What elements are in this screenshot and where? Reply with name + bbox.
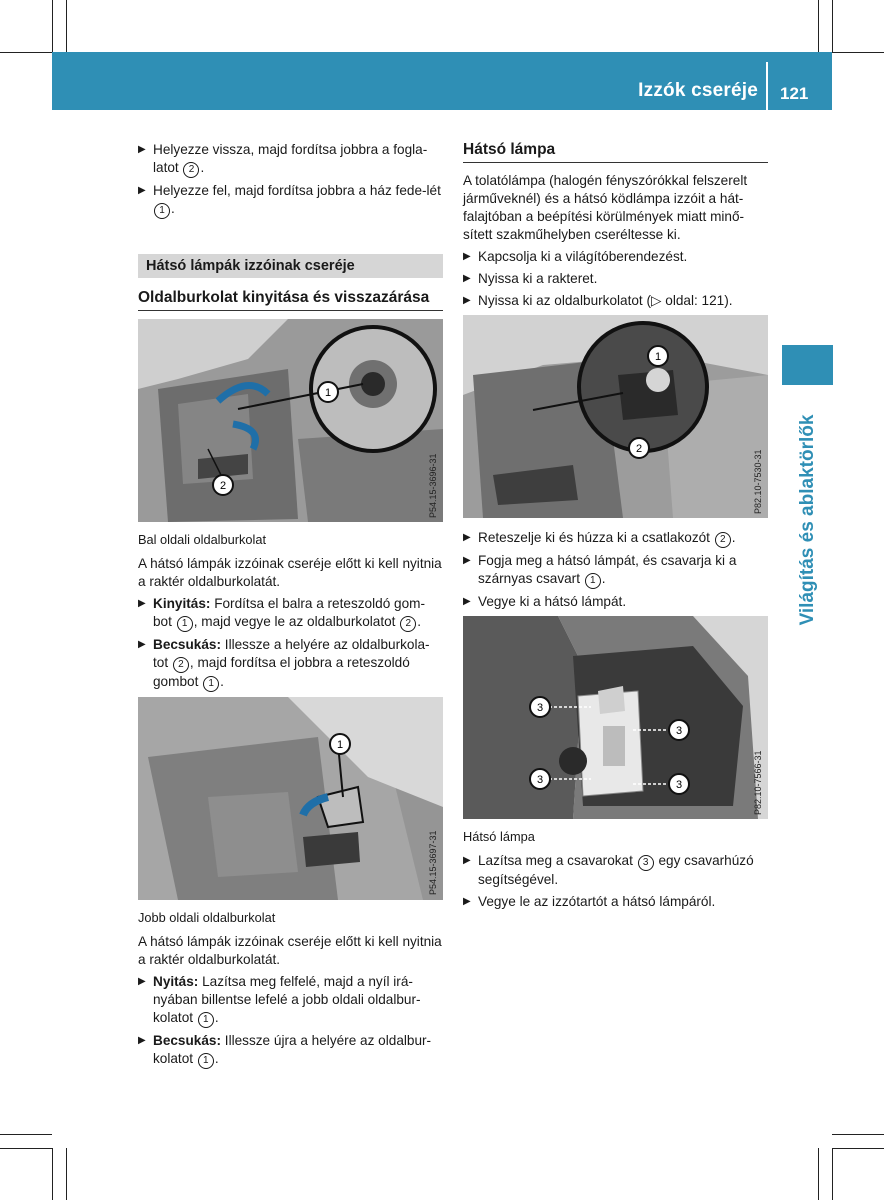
callout-number: 1 bbox=[203, 676, 219, 692]
svg-text:1: 1 bbox=[336, 739, 344, 751]
arrow-icon: ▶ bbox=[463, 251, 471, 262]
crop-mark bbox=[832, 1148, 884, 1149]
subheading: Oldalburkolat kinyitása és visszazárása bbox=[138, 289, 443, 311]
figure-code: P82.10-7566-31 bbox=[753, 750, 763, 815]
list-item: ▶ Kapcsolja ki a világítóberendezést. bbox=[463, 249, 688, 264]
page-reference-icon: ▷ bbox=[651, 293, 662, 308]
svg-text:3: 3 bbox=[675, 725, 683, 737]
arrow-icon: ▶ bbox=[463, 896, 471, 907]
list-item: ▶ Nyitás: Lazítsa meg felfelé, majd a nyíl irá-nyában billentse lefelé a jobb oldali oldalbur-kolatot 1 . bbox=[138, 973, 443, 1028]
callout-number: 2 bbox=[400, 616, 416, 632]
section-title: Hátsó lámpák izzóinak cseréje bbox=[138, 254, 443, 278]
trunk-right-cover-figure bbox=[138, 697, 443, 900]
svg-text:3: 3 bbox=[536, 702, 544, 714]
chapter-tab bbox=[782, 345, 833, 385]
list-item: ▶ Vegye le az izzótartót a hátsó lámpáról. bbox=[463, 894, 716, 909]
svg-text:3: 3 bbox=[675, 779, 683, 791]
arrow-icon: ▶ bbox=[463, 273, 471, 284]
callout-number: 2 bbox=[715, 532, 731, 548]
crop-mark bbox=[52, 0, 53, 52]
paragraph: A hátsó lámpák izzóinak cseréje előtt ki kell nyitnia a raktér oldalburkolatát. bbox=[138, 934, 442, 967]
list-item: ▶ Helyezze fel, majd fordítsa jobbra a ház fede-lét 1 . bbox=[138, 182, 443, 219]
crop-mark bbox=[832, 1148, 833, 1200]
right-steps bbox=[463, 529, 768, 615]
crop-mark bbox=[818, 0, 819, 52]
callout-number: 1 bbox=[198, 1012, 214, 1028]
list-item: ▶ Helyezze vissza, majd fordítsa jobbra a fogla-latot 2 . bbox=[138, 141, 443, 178]
arrow-icon: ▶ bbox=[138, 976, 146, 987]
figure-caption: Bal oldali oldalburkolat bbox=[138, 532, 267, 547]
list-item: ▶ Becsukás: Illessze újra a helyére az oldalbur-kolatot 1 . bbox=[138, 1032, 443, 1069]
figure-code: P54.15-3696-31 bbox=[428, 453, 438, 518]
list-item: ▶ Kinyitás: Fordítsa el balra a reteszoldó gom-bot 1 , majd vegye le az oldalburkolatot 2 . bbox=[138, 595, 443, 632]
arrow-icon: ▶ bbox=[463, 555, 471, 566]
figure-code: P54.15-3697-31 bbox=[428, 830, 438, 895]
tail-lamp-connector-figure bbox=[463, 315, 768, 518]
paragraph: A hátsó lámpák izzóinak cseréje előtt ki kell nyitnia a raktér oldalburkolatát. bbox=[138, 556, 442, 589]
arrow-icon: ▶ bbox=[463, 532, 471, 543]
callout-number: 3 bbox=[638, 855, 654, 871]
crop-mark bbox=[832, 52, 884, 53]
svg-text:2: 2 bbox=[635, 443, 643, 455]
right-final-steps bbox=[463, 828, 768, 915]
svg-text:1: 1 bbox=[324, 387, 332, 399]
list-item: ▶ Nyissa ki a rakteret. bbox=[463, 271, 598, 286]
header-divider bbox=[766, 62, 768, 110]
arrow-icon: ▶ bbox=[138, 144, 146, 155]
callout-number: 2 bbox=[173, 657, 189, 673]
list-item: ▶ Becsukás: Illessze a helyére az oldalburkola-tot 2 , majd fordítsa el jobbra a reteszoldó gombot 1 . bbox=[138, 636, 443, 692]
arrow-icon: ▶ bbox=[138, 1035, 146, 1046]
crop-mark bbox=[66, 1148, 67, 1200]
arrow-icon: ▶ bbox=[463, 295, 471, 306]
list-item: ▶ Lazítsa meg a csavarokat 3 egy csavarhúzó segítségével. bbox=[463, 853, 754, 887]
section-heading: Hátsó lámpa bbox=[463, 141, 768, 163]
list-item: ▶ Reteszelje ki és húzza ki a csatlakozót 2 . bbox=[463, 529, 768, 548]
arrow-icon: ▶ bbox=[463, 596, 471, 607]
list-item: ▶ Vegye ki a hátsó lámpát. bbox=[463, 594, 627, 609]
right-intro bbox=[463, 172, 768, 314]
tail-lamp-housing-figure bbox=[463, 616, 768, 819]
left-instructions-2 bbox=[138, 909, 443, 1073]
callout-number: 1 bbox=[585, 573, 601, 589]
callout-number: 2 bbox=[183, 162, 199, 178]
crop-mark bbox=[0, 52, 52, 53]
page-reference[interactable]: oldal: 121). bbox=[661, 293, 733, 308]
arrow-icon: ▶ bbox=[138, 598, 146, 609]
crop-mark bbox=[0, 1134, 52, 1135]
crop-mark bbox=[832, 0, 833, 52]
crop-mark bbox=[832, 1134, 884, 1135]
list-item: ▶ Nyissa ki az oldalburkolatot (▷ oldal: 121). bbox=[463, 293, 733, 308]
figure-caption: Jobb oldali oldalburkolat bbox=[138, 910, 276, 925]
callout-number: 1 bbox=[177, 616, 193, 632]
chapter-label: Világítás és ablaktörlők bbox=[797, 414, 818, 626]
crop-mark bbox=[52, 1148, 53, 1200]
trunk-left-cover-figure bbox=[138, 319, 443, 522]
arrow-icon: ▶ bbox=[138, 639, 146, 650]
intro-bullets bbox=[138, 141, 443, 223]
page-title: Izzók cseréje bbox=[638, 80, 758, 101]
svg-text:3: 3 bbox=[536, 774, 544, 786]
callout-number: 1 bbox=[154, 203, 170, 219]
svg-text:1: 1 bbox=[654, 351, 662, 363]
figure-code: P82.10-7530-31 bbox=[753, 449, 763, 514]
list-item: ▶ Fogja meg a hátsó lámpát, és csavarja ki a szárnyas csavart 1 . bbox=[463, 552, 768, 589]
arrow-icon: ▶ bbox=[138, 185, 146, 196]
crop-mark bbox=[0, 1148, 52, 1149]
arrow-icon: ▶ bbox=[463, 855, 471, 866]
crop-mark bbox=[66, 0, 67, 52]
callout-number: 1 bbox=[198, 1053, 214, 1069]
figure-caption: Hátsó lámpa bbox=[463, 829, 535, 844]
page-number: 121 bbox=[780, 84, 809, 103]
crop-mark bbox=[818, 1148, 819, 1200]
svg-text:2: 2 bbox=[219, 480, 227, 492]
left-instructions-1 bbox=[138, 531, 443, 696]
paragraph: A tolatólámpa (halogén fényszórókkal felszerelt járműveknél) és a hátsó ködlámpa izzóit a hát-falajtóban a beépítési körülmények miatt minő-sített szakműhelyben cseréltesse ki. bbox=[463, 173, 748, 242]
